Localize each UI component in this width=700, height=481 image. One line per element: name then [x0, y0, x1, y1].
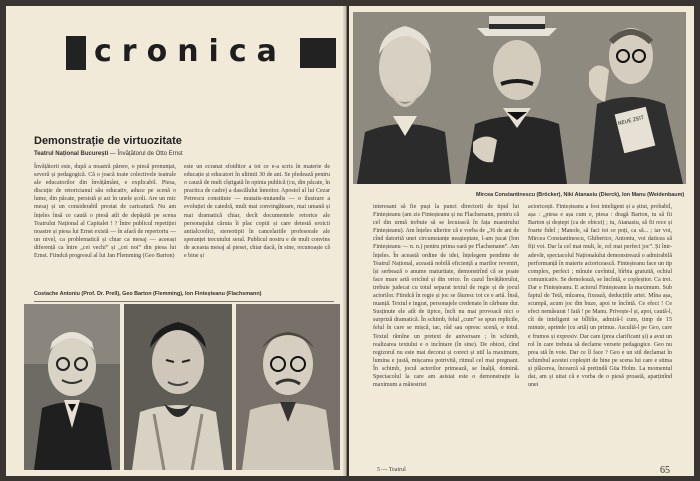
article-title: Demonstrație de virtuozitate: [34, 135, 182, 147]
page-number: 65: [660, 465, 670, 476]
photo-caption-right: Mircea Constantinescu (Bröcker), Niki Atanasiu (Dierck), Ion Manu (Weidenbaum): [476, 192, 685, 198]
sign-text: NEUE ZEIT: [617, 114, 645, 128]
photo-actors-group: [353, 12, 686, 184]
article-subtitle: [34, 151, 183, 157]
heading-block-right: [300, 38, 336, 68]
article-column-1: Învățătorii este, după a noastră părere, o piesă pronunțat, severă și pedagogică. Că o joacă toate colectivele teatrale ale educatorilor din învățământ, e explicabil. Piesa, discuție de retoricianul său educativ, aduce pe scenă o lume, din păcate, persistă și azi în unele școli. Are un mic mesaj și un considerabil prestat de caricatură. Nu am înțeles însă ce caută o piesă atît de depășită pe scena Teatrului Național al Capitalei ! ? Între publicul repetiției noastre și piesa lui Ernst există — în afară de repertoriu — un nivel, ca problematică și chiar ca mesaj — aceeași diferență ca între „cei vechi” și „cei noi” din piesa lui Ernst. Fiindcă progresul al lui Jan Flemming (Geo Barton): [34, 164, 176, 260]
photo-actor-antoniu: [24, 304, 120, 470]
subtitle-director: Învățătorul de Otto Ernst: [117, 151, 183, 157]
footer-section: 5 — Teatrul: [377, 467, 406, 473]
article-column-2: este un ecranat sfoiditor a tot ce e-a scris în materie de educație și educatori în ultimii 30 de ani. Se pledează pentru o cauză de mult cîștigată în opinia publică (cu, din păcate, în practica de cadre) a dascălului înnoitor. Apostol al lui Cezar Petrescu constituie — mutatis-mutandis — o ilustrare a evoluției de catedră, mult mai convingătoare, mai umană și mai dramatică chiar, decît documentele retorice ale personajului căruia îi plac copiii și care detestă eroicii antialcoolici, stereotipii în cancelariile profesorale ale speranței trecutului seral. Publicul nostru e de mult convins de aceasta mesaj al piesei, chiar dacă, în sine, recunoaște că e bine și: [184, 164, 330, 260]
right-page: [349, 6, 694, 476]
heading-block-left: [66, 36, 86, 70]
article-column-4: actoricești. Finteșteanu a fost inteligent și a știut, probabil, așa : „piesa e așa cum e, piesa : dragă Barton, tu să fii Barton și deștept (ca de obicei) ; tu, Atanasiu, să fii rece și foarte fidel ; Manole, să faci tot ce poți, ca să... ; iar voi, Mircea Constantinescu, Ghiberico, Antoniu, voi daticea să fiți voi. Dar la cel mai mult, le, cel mai perfect joc”. Și într-adevăr, spectacolul Naționalului demonstrează o admirabilă performanță în materie actoricească. Finteșteanu face un tip complex, perfect ; mînuie cuvîntul, bîrbia gratuită, ochiul comunicativ. Se demolează, se încîntă, e copleșitor. Ca trei. Dar e Finteșteanu. E actorul Finteșteanu la maximum. Sub faptul de Tetă, mîzarea, fixează, deducțiile artei. Mîna așa, scumpă, acum joc din buze, apoi te încîntă. Ce efect ! Ce efect nemăsurat ! Iată ! pe Manu. Privește-l și, apoi, caută-l, cît de inteligent se bîlbîie, admiră-l cum, timp de 15 minute, aprinde (cu artă) un primus. Ascultă-l pe Geo, care e frumos și expresiv. Dar care (prea clarificant și) a avut un rol în care trebuia să declame versete pedagogice. Geo nu prea stă în voie. Dar ce îl face ? Geo e un stil declamat în schimbul acestei copleșiri de bine pe scena lui care e stima și plăcerea, încearcă să pretindă Güa Holm. La momentul dat, am și uitat că e vorba de o piesă proastă, aparținînd unei: [528, 204, 672, 389]
photo-caption-left: Costache Antoniu (Prof. Dr. Prell), Geo Barton (Flemming), Ion Finteșteanu (Flachsmann): [34, 291, 262, 297]
photo-actor-finteșteanu: [236, 304, 340, 470]
section-title: cronica: [94, 34, 287, 69]
photo-actor-barton: [124, 304, 232, 470]
article-column-3: interesant să fie puși la punct directorii de tipul lui Finteșteanu (am zis Finteșteanu și nu Flachsmann, pentru că cel din urmă trebuie să se lecuiască în fața maestrului Finteșteanu). Am înțeles ulterior că e vorba de „36 de ani de cînd datorită unei circumstanțe neașteptate, l-am jucat (Ion Finteșteanu — n. n.) pentru prima oară pe Flachsmann”. Am înțeles. În această ordine de idei, înțelegem pendinte de Teatrul Național, această nobilă eficiență a marilor reveniri, își serbează o anume maturitate, demonstrînd că se poate face mare artă oricînd și din orice. În cazul Învățătorului, trebuie judecat cu totul separat textul de regie și de jocul actorilor. Fiindcă în regie și joc se făuresc tot ce e artă. Însă, nuanță. Textul e ingrat, personajele credenate în cărbune dur. Susținute ele atît de tipice, încît nu mai provoacă nici o surpriză dramatică. În schimb, felul „cum” se spun replicile, felul în care se mișcă, tac, râd sau opresc scenă, e totul. Textul rămîne un pretext de aniversare ; în schimb, realizarea textului e o incîntare (în sine). De obicei, cînd regizorul nu este mai decorat și corect și util la maximum, lumina e justă, mișcarea potrivită, ritmul cel mai pregnant. În schimb, jocul actorilor primează, se înalță, domină. Spectacolul la care am asistat este o demonstrație la maximum a măiestriei: [373, 204, 519, 389]
subtitle-theatre: Teatrul Național București: [34, 151, 109, 157]
subtitle-separator: —: [108, 151, 118, 157]
left-page: [6, 6, 347, 476]
caption-divider: [34, 301, 334, 302]
section-heading: [66, 36, 336, 70]
